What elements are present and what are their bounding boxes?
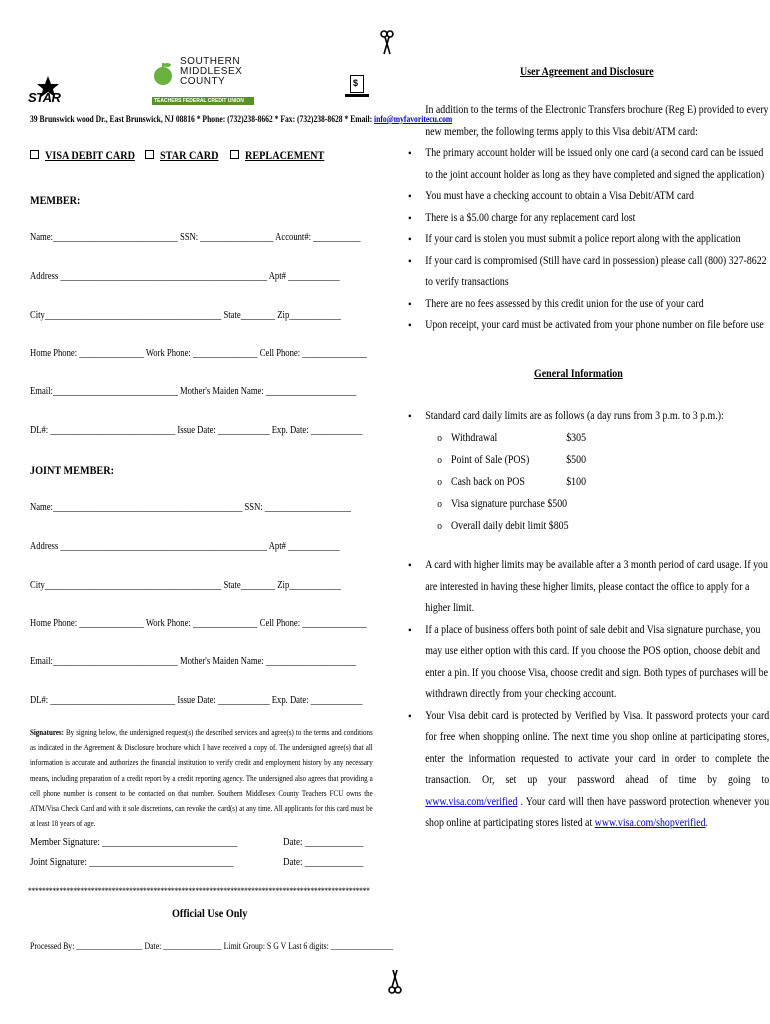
verified-text: . xyxy=(705,817,709,829)
limit-label: Point of Sale (POS) xyxy=(451,454,530,466)
option-label: REPLACEMENT xyxy=(245,148,325,162)
cu-subtitle: TEACHERS FEDERAL CREDIT UNION xyxy=(152,97,254,105)
signatures-text: By signing below, the undersigned request(s) the described services and agree(s) to the terms and conditions as indicated in the Agreement & Disclosure brochure which I have received a copy of. The undersigned agree(s) that all information is accurate and authorizes the financial institution to verify credit and employment history by any necessary means, including preparation of a credit report by a credit reporting agency. The undersigned also agrees that providing a cell phone number is consent to be contacted on that number. Southern Middlesex County Teachers FCU owns the ATM/Visa Check Card and with it sole discretions, can revoke the card(s) at any time. All applicants for this card must be at least 18 years of age. xyxy=(30,728,373,829)
joint-dl-field[interactable]: DL#: _____________________________ Issue Date: ____________ Exp. Date: ____________ xyxy=(30,695,363,706)
joint-address-field[interactable]: Address ________________________________________________ Apt# ____________ xyxy=(30,541,340,552)
checkbox-icon[interactable] xyxy=(230,150,239,159)
limit-label: Overall daily debit limit $805 xyxy=(451,520,569,532)
list-item: • Upon receipt, your card must be activated from your phone number on file before use xyxy=(408,315,769,337)
checkbox-icon[interactable] xyxy=(30,150,39,159)
agreement-intro: In addition to the terms of the Electronic Transfers brochure (Reg E) provided to every new member, the following terms apply to this Visa debit/ATM card: xyxy=(425,104,769,138)
member-name-field[interactable]: Name:_____________________________ SSN: _________________ Account#: ___________ xyxy=(30,232,361,243)
limit-row xyxy=(437,449,769,471)
email-link[interactable]: info@myfavoritecu.com xyxy=(374,115,453,125)
cu-name-line: SOUTHERN xyxy=(180,56,241,67)
list-item: • There is a $5.00 charge for any replacement card lost xyxy=(408,208,769,230)
joint-city-field[interactable]: City_________________________________________ State________ Zip____________ xyxy=(30,580,341,591)
member-dl-field[interactable]: DL#: _____________________________ Issue Date: ____________ Exp. Date: ____________ xyxy=(30,425,363,436)
limit-row xyxy=(437,493,769,515)
visa-debit-option[interactable] xyxy=(30,148,151,163)
list-item: • If a place of business offers both point of sale debit and Visa signature purchase, you may use either option with this card. If you choose the POS option, choose debit and enter a pin. If you choose Visa, choose credit and sign. Both types of purchases will be withdrawn directly from your checking account. xyxy=(408,620,769,706)
list-item xyxy=(408,706,769,835)
general-info-title: General Information xyxy=(534,366,623,380)
member-city-field[interactable]: City_________________________________________ State________ Zip____________ xyxy=(30,310,341,321)
list-item: • There are no fees assessed by this credit union for the use of your card xyxy=(408,294,769,316)
visa-verified-link[interactable]: www.visa.com/verified xyxy=(425,795,518,808)
member-address-field[interactable]: Address ________________________________________________ Apt# ____________ xyxy=(30,271,340,282)
member-phones-field[interactable]: Home Phone: _______________ Work Phone: _______________ Cell Phone: _______________ xyxy=(30,348,367,359)
limit-label: Cash back on POS xyxy=(451,476,525,488)
apple-icon xyxy=(152,61,174,87)
cu-name-line: MIDDLESEX xyxy=(180,66,243,77)
option-label: VISA DEBIT CARD xyxy=(45,148,135,162)
divider-stars: ************************************************************************************************** xyxy=(28,886,370,896)
joint-signature-field[interactable]: Joint Signature: ________________________________ xyxy=(30,856,234,868)
limits-section xyxy=(408,405,770,537)
cu-name-line: COUNTY xyxy=(180,76,226,87)
network-logo xyxy=(350,75,364,93)
address-text: 39 Brunswick wood Dr., East Brunswick, NJ 08816 * Phone: (732)238-8662 * Fax: (732)238-8628 * Email: xyxy=(30,115,375,125)
signatures-label: Signatures: xyxy=(30,728,64,737)
limit-label: Withdrawal xyxy=(451,432,498,444)
joint-phones-field[interactable]: Home Phone: _______________ Work Phone: _______________ Cell Phone: _______________ xyxy=(30,618,367,629)
network-logo-bar xyxy=(345,94,369,97)
verified-text: Your Visa debit card is protected by Verified by Visa. It password protects your card for free when shopping online. The next time you shop online at participating stores, enter the information requested to activate your card in order to complete the transaction. Or, set up your password ahead of time by going to xyxy=(425,709,770,786)
limit-row xyxy=(437,427,769,449)
general-info-section xyxy=(408,555,770,835)
address-line xyxy=(30,115,452,125)
visa-shopverified-link[interactable]: www.visa.com/shopverified xyxy=(594,817,706,829)
replacement-option[interactable] xyxy=(230,148,338,163)
member-date-field[interactable]: Date: _____________ xyxy=(283,836,364,848)
list-item: • A card with higher limits may be available after a 3 month period of card usage. If you are interested in having these higher limits, please contact the office to apply for a higher limit. xyxy=(408,555,769,620)
limits-list xyxy=(425,427,769,537)
list-item: • If your card is stolen you must submit a police report along with the application xyxy=(408,229,769,251)
limit-row xyxy=(437,471,769,493)
limits-intro: Standard card daily limits are as follows (a day runs from 3 p.m. to 3 p.m.): xyxy=(425,410,724,422)
list-item: • If your card is compromised (Still have card in possession) please call (800) 327-8622 to verify transactions xyxy=(408,251,769,294)
star-logo-text: STAR xyxy=(28,90,61,105)
list-item xyxy=(408,405,769,537)
credit-union-logo xyxy=(152,57,262,109)
verified-text: . Your card will then have password protection whenever you shop online at participating stores listed at xyxy=(425,795,770,829)
processed-by-field[interactable]: Processed By: _________________ Date: _______________ Limit Group: S G V Last 6 digits: ________________ xyxy=(30,942,394,952)
joint-name-field[interactable]: Name:____________________________________________ SSN: ____________________ xyxy=(30,502,351,513)
member-signature-field[interactable]: Member Signature: ______________________________ xyxy=(30,836,238,848)
member-email-field[interactable]: Email:_____________________________ Mother's Maiden Name: _____________________ xyxy=(30,386,357,397)
limit-amount: $100 xyxy=(566,476,587,488)
agreement-title: User Agreement and Disclosure xyxy=(520,64,654,78)
limit-amount: $500 xyxy=(566,454,587,466)
joint-email-field[interactable]: Email:_____________________________ Mother's Maiden Name: _____________________ xyxy=(30,656,357,667)
signatures-paragraph xyxy=(30,725,373,831)
checkbox-icon[interactable] xyxy=(145,150,154,159)
star-logo xyxy=(28,74,68,104)
scissors-icon xyxy=(388,968,402,994)
option-label: STAR CARD xyxy=(160,148,219,162)
limit-amount: $305 xyxy=(566,432,587,444)
limit-label: Visa signature purchase $500 xyxy=(451,498,568,510)
member-heading: MEMBER: xyxy=(30,193,81,207)
list-item: • You must have a checking account to obtain a Visa Debit/ATM card xyxy=(408,186,769,208)
scissors-icon xyxy=(380,30,394,56)
limit-row xyxy=(437,515,769,537)
list-item: • The primary account holder will be issued only one card (a second card can be issued to the joint account holder as long as they have completed and signed the application) xyxy=(408,143,769,186)
joint-member-heading: JOINT MEMBER: xyxy=(30,463,114,477)
dollar-icon: $ xyxy=(353,78,359,88)
official-use-heading: Official Use Only xyxy=(172,906,248,920)
joint-date-field[interactable]: Date: _____________ xyxy=(283,856,364,868)
agreement-section xyxy=(408,100,770,337)
agreement-bullets xyxy=(408,143,769,337)
star-card-option[interactable] xyxy=(145,148,229,163)
